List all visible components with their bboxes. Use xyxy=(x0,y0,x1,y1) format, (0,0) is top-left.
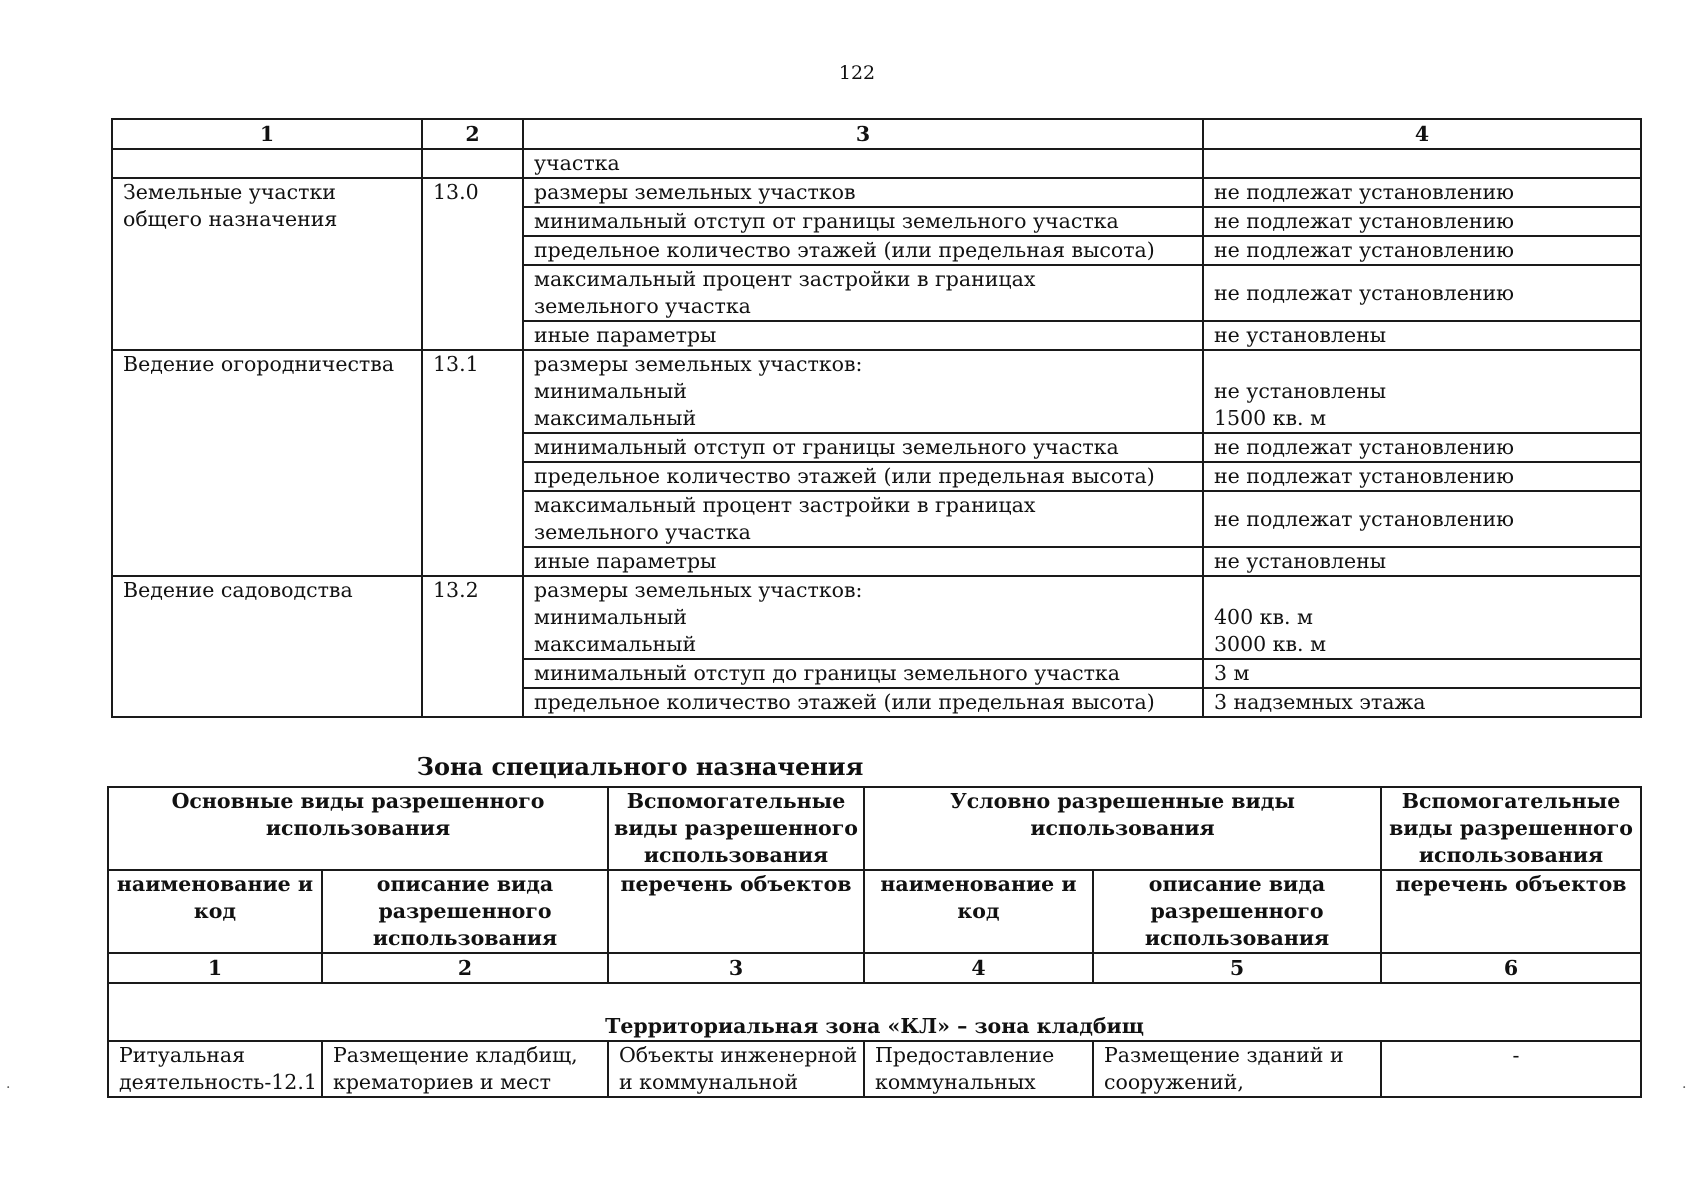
table-row xyxy=(112,350,1641,433)
sub-header: перечень объектов xyxy=(1381,870,1641,953)
value-cell: не подлежат установлению xyxy=(1203,433,1641,462)
table-cell: Ритуальная деятельность-12.1 xyxy=(108,1041,322,1097)
parameter-cell: максимальный процент застройки в границах земельного участка xyxy=(523,491,1203,547)
column-number: 4 xyxy=(864,953,1093,983)
value-line: не установлены xyxy=(1214,379,1387,403)
group-header-aux: Вспомогательные виды разрешенного использования xyxy=(1381,787,1641,870)
territorial-zone-title: Территориальная зона «КЛ» – зона кладбищ xyxy=(108,983,1641,1041)
parameter-cell: иные параметры xyxy=(523,321,1203,350)
table-cell: - xyxy=(1381,1041,1641,1097)
use-name-cell: Ведение огородничества xyxy=(112,350,422,576)
table-row xyxy=(112,178,1641,207)
column-number: 6 xyxy=(1381,953,1641,983)
group-header-row xyxy=(108,787,1641,870)
parameter-cell: минимальный отступ от границы земельного участка xyxy=(523,433,1203,462)
value-line: 400 кв. м xyxy=(1214,605,1313,629)
sub-header: описание вида разрешенного использования xyxy=(322,870,608,953)
section-heading: Зона специального назначения xyxy=(416,752,864,781)
value-line: 3000 кв. м xyxy=(1214,632,1327,656)
sub-header: описание вида разрешенного использования xyxy=(1093,870,1381,953)
column-number-row xyxy=(108,953,1641,983)
parameter-cell: предельное количество этажей (или предельная высота) xyxy=(523,462,1203,491)
parameter-line: размеры земельных участков: xyxy=(534,352,863,376)
column-header: 4 xyxy=(1203,119,1641,149)
group-header-aux: Вспомогательные виды разрешенного использования xyxy=(608,787,864,870)
value-cell: не подлежат установлению xyxy=(1203,491,1641,547)
parameter-line: максимальный xyxy=(534,406,697,430)
sub-header: наименование и код xyxy=(108,870,322,953)
table-row xyxy=(112,576,1641,659)
parameter-cell xyxy=(523,350,1203,433)
sub-header: перечень объектов xyxy=(608,870,864,953)
table-cell: Размещение кладбищ, крематориев и мест xyxy=(322,1041,608,1097)
column-number: 1 xyxy=(108,953,322,983)
use-code-cell xyxy=(422,149,523,178)
table-row xyxy=(112,149,1641,178)
use-code-cell: 13.2 xyxy=(422,576,523,717)
parameter-line: размеры земельных участков: xyxy=(534,578,863,602)
value-cell: не установлены xyxy=(1203,321,1641,350)
value-cell xyxy=(1203,576,1641,659)
table-cell: Размещение зданий и сооружений, xyxy=(1093,1041,1381,1097)
parameter-cell: предельное количество этажей (или предельная высота) xyxy=(523,688,1203,717)
value-cell: не установлены xyxy=(1203,547,1641,576)
table-cell: Предоставление коммунальных xyxy=(864,1041,1093,1097)
value-cell: 3 м xyxy=(1203,659,1641,688)
column-header: 1 xyxy=(112,119,422,149)
value-cell xyxy=(1203,350,1641,433)
value-cell: не подлежат установлению xyxy=(1203,207,1641,236)
use-code-cell: 13.1 xyxy=(422,350,523,576)
value-line: 1500 кв. м xyxy=(1214,406,1327,430)
group-header-conditional: Условно разрешенные виды использования xyxy=(864,787,1381,870)
column-number: 5 xyxy=(1093,953,1381,983)
column-number: 3 xyxy=(608,953,864,983)
parameter-line: минимальный xyxy=(534,379,687,403)
sub-header-row xyxy=(108,870,1641,953)
land-parameters-table xyxy=(111,118,1642,718)
value-cell xyxy=(1203,149,1641,178)
scan-mark: · xyxy=(6,1080,11,1096)
table-header-row xyxy=(112,119,1641,149)
use-name-cell xyxy=(112,149,422,178)
use-code-cell: 13.0 xyxy=(422,178,523,350)
group-header-main: Основные виды разрешенного использования xyxy=(108,787,608,870)
parameter-line: минимальный xyxy=(534,605,687,629)
parameter-cell: размеры земельных участков xyxy=(523,178,1203,207)
column-number: 2 xyxy=(322,953,608,983)
parameter-cell: минимальный отступ от границы земельного участка xyxy=(523,207,1203,236)
parameter-line: максимальный xyxy=(534,632,697,656)
table-cell: Объекты инженерной и коммунальной xyxy=(608,1041,864,1097)
parameter-cell: предельное количество этажей (или предельная высота) xyxy=(523,236,1203,265)
parameter-cell: минимальный отступ до границы земельного участка xyxy=(523,659,1203,688)
parameter-cell: участка xyxy=(523,149,1203,178)
special-zone-table xyxy=(107,786,1642,1098)
parameter-cell: иные параметры xyxy=(523,547,1203,576)
value-cell: не подлежат установлению xyxy=(1203,265,1641,321)
parameter-cell xyxy=(523,576,1203,659)
column-header: 3 xyxy=(523,119,1203,149)
value-cell: 3 надземных этажа xyxy=(1203,688,1641,717)
sub-header: наименование и код xyxy=(864,870,1093,953)
use-name-cell: Земельные участки общего назначения xyxy=(112,178,422,350)
zone-title-row xyxy=(108,983,1641,1041)
value-cell: не подлежат установлению xyxy=(1203,236,1641,265)
page-number: 122 xyxy=(838,62,876,84)
value-cell: не подлежат установлению xyxy=(1203,462,1641,491)
parameter-cell: максимальный процент застройки в границах земельного участка xyxy=(523,265,1203,321)
column-header: 2 xyxy=(422,119,523,149)
table-row xyxy=(108,1041,1641,1097)
value-cell: не подлежат установлению xyxy=(1203,178,1641,207)
scan-mark: · xyxy=(1682,1080,1687,1096)
use-name-cell: Ведение садоводства xyxy=(112,576,422,717)
